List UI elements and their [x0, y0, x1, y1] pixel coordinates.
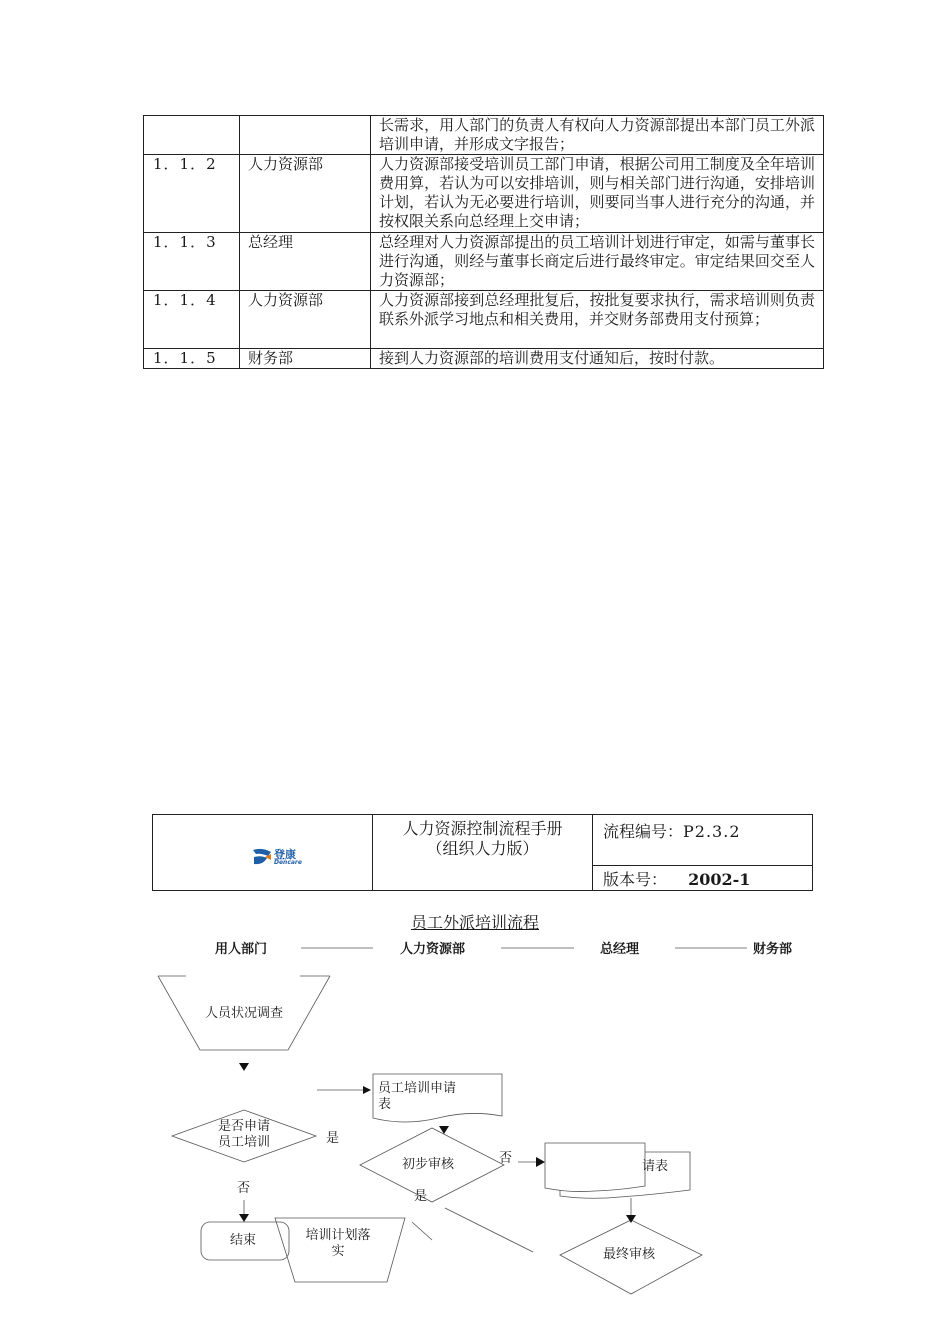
end-node-label: 结束 [230, 1233, 257, 1248]
arrowhead-icon [239, 1063, 249, 1071]
department: 财务部 [240, 349, 371, 369]
department: 人力资源部 [240, 155, 371, 233]
arrowhead-icon [363, 1086, 371, 1094]
prelim-review-label: 初步审核 [402, 1157, 455, 1172]
description: 长需求，用人部门的负责人有权向人力资源部提出本部门员工外派培训申请，并形成文字报告； [371, 116, 824, 155]
arrowhead-icon [239, 1214, 249, 1222]
final-review-label: 最终审核 [603, 1247, 656, 1262]
lane-user-dept: 用人部门 [215, 942, 268, 957]
connector [445, 1208, 533, 1252]
step-number: 1．1．2 [144, 155, 240, 233]
yes-label: 是 [326, 1131, 340, 1146]
doc-front-shape [545, 1143, 645, 1192]
description: 人力资源部接到总经理批复后，按批复要求执行，需求培训则负责联系外派学习地点和相关费用，并交财务部费用支付预算； [371, 291, 824, 349]
version-label: 版本号： [603, 869, 668, 889]
step-number: 1．1．5 [144, 349, 240, 369]
connector [412, 1222, 432, 1240]
version-value: 2002-1 [688, 869, 751, 889]
lane-finance: 财务部 [753, 942, 793, 957]
flowchart-title: 员工外派培训流程 [410, 913, 539, 932]
manual-title: 人力资源控制流程手册 [402, 819, 563, 838]
decision-label: 是否申请员工培训 [217, 1119, 270, 1150]
step-number: 1．1．3 [144, 233, 240, 291]
department: 总经理 [240, 233, 371, 291]
process-code-label: 流程编号： [603, 822, 684, 841]
lane-hr: 人力资源部 [400, 942, 466, 957]
no-label: 否 [499, 1151, 513, 1166]
description: 人力资源部接受培训员工部门申请，根据公司用工制度及全年培训费用算，若认为可以安排培训，则与相关部门进行沟通，安排培训计划，若认为无必要进行培训，则要同当事人进行充分的沟通，并按权限关系向总经理上交申请； [371, 155, 824, 233]
survey-node-label: 人员状况调查 [204, 1006, 283, 1021]
step-number: 1．1．4 [144, 291, 240, 349]
logo-subtext: Dencare [274, 859, 302, 866]
plan-node-label: 培训计划落实 [305, 1228, 371, 1259]
logo-text: 登康 [274, 848, 296, 861]
department: 人力资源部 [240, 291, 371, 349]
manual-subtitle: （组织人力版） [426, 839, 539, 858]
lane-general-manager: 总经理 [600, 942, 640, 957]
yes-label: 是 [414, 1189, 428, 1204]
no-label: 否 [237, 1181, 251, 1196]
arrowhead-icon [536, 1157, 545, 1167]
process-code-value: P2.3.2 [683, 822, 741, 841]
doc-partial-label: 请表 [642, 1159, 669, 1174]
description: 总经理对人力资源部提出的员工培训计划进行审定，如需与董事长进行沟通，则经与董事长商定后进行最终审定。审定结果回交至人力资源部； [371, 233, 824, 291]
description: 接到人力资源部的培训费用支付通知后，按时付款。 [371, 349, 824, 369]
apply-form-label: 员工培训申请表 [378, 1081, 457, 1112]
